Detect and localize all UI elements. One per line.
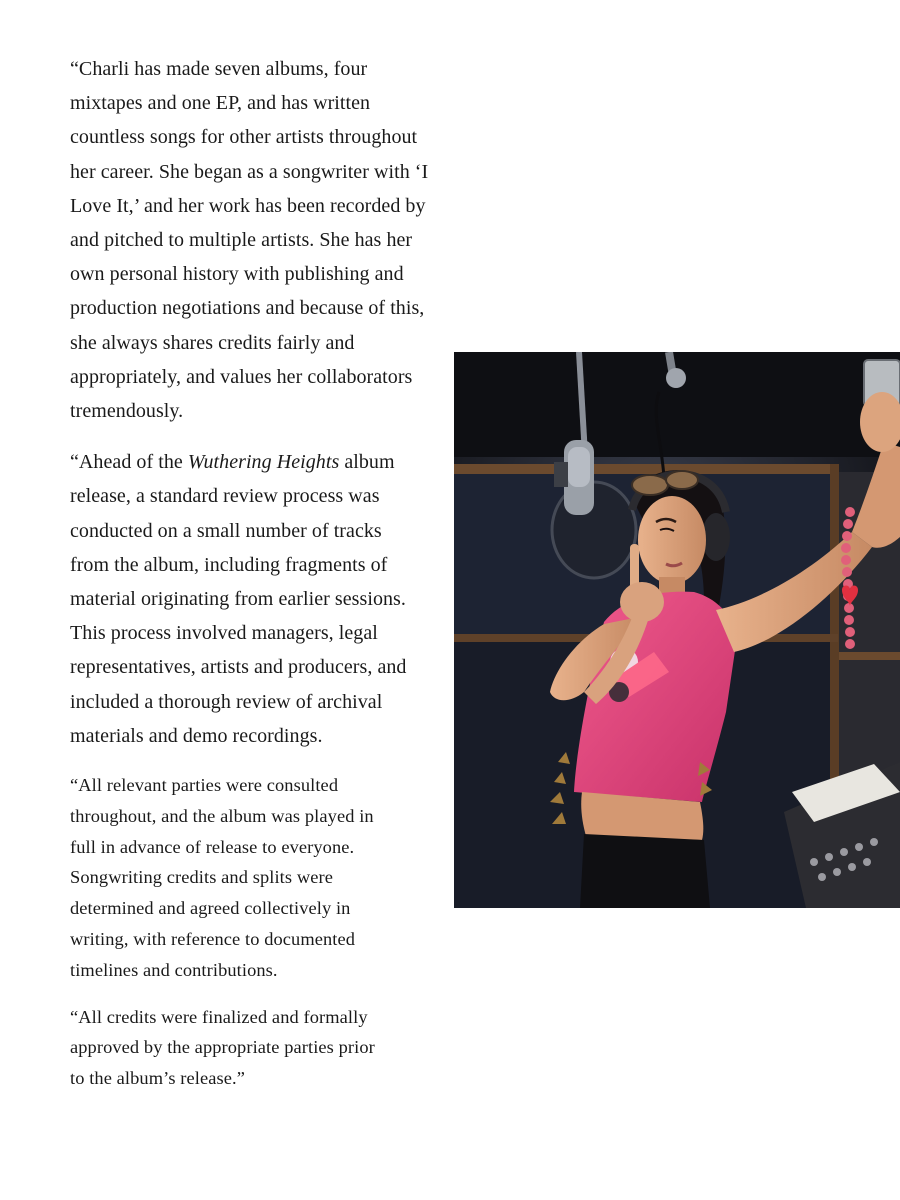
wood-frame-top [454,464,838,474]
headphone-cup [702,513,730,561]
article-text [70,52,450,1094]
right-wall-frame [839,652,900,660]
left-hand [620,582,664,622]
ceiling [454,352,900,457]
paragraph-1: “Charli has made seven albums, four mixtapes and one EP, and has written countless songs for other artists throughout her career. She began as a songwriter with ‘I Love It,’ and her work has been recorded by and pitched to multiple artists. She has her own personal history with publishing and production negotiations and because of this, she always shares credits fairly and appropriately, and values her collaborators tremendously. [70,58,429,423]
paragraph-2 [70,445,420,753]
paragraph-4: “All credits were finalized and formally approved by the appropriate parties prior to the album’s release.” [70,1006,375,1089]
mic-clip [554,462,568,487]
face [638,496,706,584]
photo-illustration [454,352,900,908]
mic-mount [666,368,686,388]
paragraph-3: “All relevant parties were consulted throughout, and the album was played in full in advance of release to everyone. Songwriting credits and splits were determined and agreed collectively in writing, with reference to documented timelines and contributions. [70,775,374,980]
paragraph-2-end: album release, a standard review process was conducted on a small number of tracks from the album, including fragments of material originating from earlier sessions. This process involved managers, legal representatives, artists and producers, and included a thorough review of archival materials and demo recordings. [70,451,407,747]
wood-frame-right [830,464,839,794]
album-title: Wuthering Heights [187,451,340,474]
recording-studio-photo [454,352,900,908]
sunglasses-right [666,471,698,489]
mic-grille [568,447,590,487]
sunglasses-left [632,475,668,495]
black-pants [580,834,710,908]
paragraph-2-start: “Ahead of the [70,451,188,474]
